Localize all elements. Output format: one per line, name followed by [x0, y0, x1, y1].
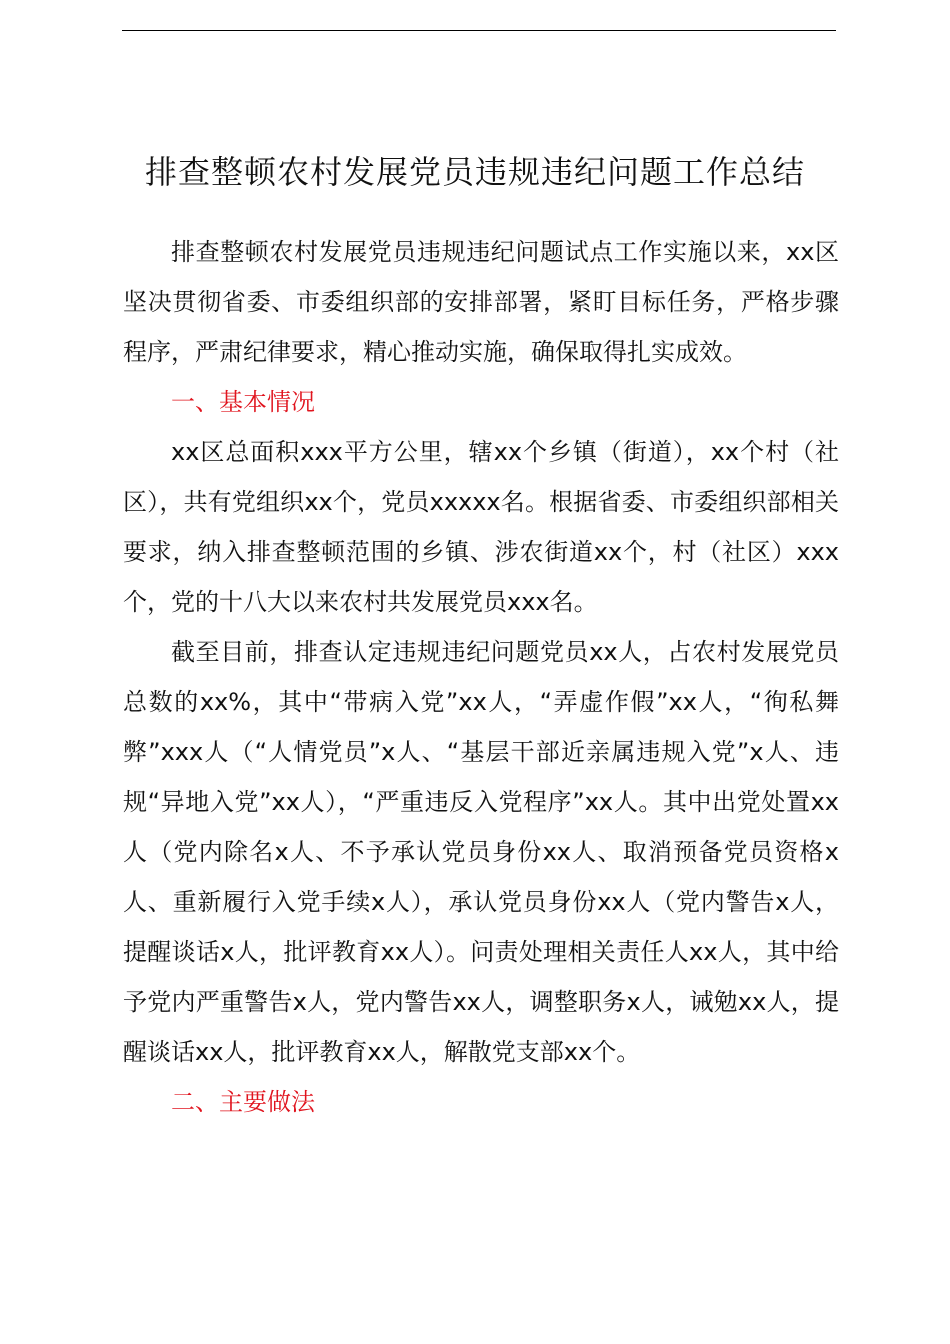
section-heading-main-practices: 二、主要做法 [171, 1088, 315, 1116]
document-body [123, 227, 839, 1127]
intro-paragraph: 排查整顿农村发展党员违规违纪问题试点工作实施以来，xx区坚决贯彻省委、市委组织部的安排部署，紧盯目标任务，严格步骤程序，严肃纪律要求，精心推动实施，确保取得扎实成效。 [123, 238, 839, 366]
basic-situation-paragraph: xx区总面积xxx平方公里，辖xx个乡镇（街道），xx个村（社区），共有党组织xx个，党员xxxxx名。根据省委、市委组织部相关要求，纳入排查整顿范围的乡镇、涉农街道xx个，村（社区）xxx个，党的十八大以来农村共发展党员xxx名。 [123, 438, 839, 616]
section-heading-basic-situation: 一、基本情况 [171, 388, 315, 416]
investigation-results-paragraph: 截至目前，排查认定违规违纪问题党员xx人，占农村发展党员总数的xx%，其中“带病入党”xx人，“弄虚作假”xx人，“徇私舞弊”xxx人（“人情党员”x人、“基层干部近亲属违规入党”x人、违规“异地入党”xx人），“严重违反入党程序”xx人。其中出党处置xx人（党内除名x人、不予承认党员身份xx人、取消预备党员资格x人、重新履行入党手续x人），承认党员身份xx人（党内警告x人，提醒谈话x人，批评教育xx人）。问责处理相关责任人xx人，其中给予党内严重警告x人，党内警告xx人，调整职务x人，诫勉xx人，提醒谈话xx人，批评教育xx人，解散党支部xx个。 [123, 638, 839, 1066]
header-rule [122, 30, 836, 31]
document-title: 排查整顿农村发展党员违规违纪问题工作总结 [144, 153, 805, 191]
